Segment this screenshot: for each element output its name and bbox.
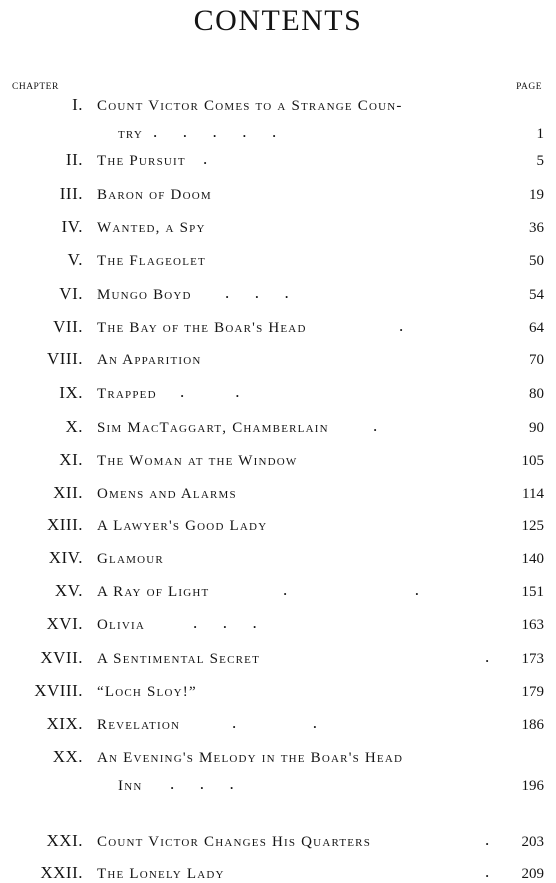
page-number: 5 xyxy=(536,153,544,169)
chapter-title: An Evening's Melody in the Boar's Head xyxy=(97,750,404,766)
page-title: CONTENTS xyxy=(193,4,363,37)
page-number: 54 xyxy=(529,287,544,303)
dot-leader: . . . . . xyxy=(153,122,277,141)
dot-leader: . . xyxy=(232,713,317,732)
chapter-number: III. xyxy=(59,184,83,203)
page-number: 80 xyxy=(529,386,544,402)
page-number: 36 xyxy=(529,220,544,236)
chapter-title: A Ray of Light xyxy=(97,584,210,600)
chapter-title: Sim MacTaggart, Chamberlain xyxy=(97,420,329,436)
page-number: 64 xyxy=(529,320,544,336)
chapter-number: XVII. xyxy=(40,648,83,667)
chapter-title: try xyxy=(118,126,143,142)
page-number: 19 xyxy=(529,187,544,203)
dot-leader: . xyxy=(485,862,490,881)
dot-leader: . xyxy=(203,149,208,168)
chapter-title: Trapped xyxy=(97,386,157,402)
chapter-number: XXII. xyxy=(40,863,83,882)
chapter-number: XV. xyxy=(54,581,83,600)
dot-leader: . . xyxy=(180,382,240,401)
chapter-title: Mungo Boyd xyxy=(97,287,192,303)
page-number: 151 xyxy=(521,584,544,600)
chapter-title: The Flageolet xyxy=(97,253,206,269)
page-number: 163 xyxy=(521,617,544,633)
dot-leader: . . . xyxy=(170,774,234,793)
dot-leader: . xyxy=(373,416,378,435)
chapter-title: An Apparition xyxy=(97,352,202,368)
page-number: 186 xyxy=(521,717,544,733)
page-number: 50 xyxy=(529,253,544,269)
chapter-title: “Loch Sloy!” xyxy=(97,684,197,700)
chapter-title: Count Victor Changes His Quarters xyxy=(97,834,372,850)
chapter-title: A Lawyer's Good Lady xyxy=(97,518,268,534)
chapter-number: V. xyxy=(67,250,83,269)
chapter-number: XX. xyxy=(52,747,83,766)
chapter-number: XXI. xyxy=(46,831,83,850)
page-number: 1 xyxy=(536,126,544,142)
page-column-label: PAGE xyxy=(516,82,542,92)
chapter-title: The Pursuit xyxy=(97,153,186,169)
chapter-title: Olivia xyxy=(97,617,145,633)
chapter-column-label: CHAPTER xyxy=(12,82,59,92)
page-number: 70 xyxy=(529,352,544,368)
page-number: 196 xyxy=(521,778,544,794)
chapter-title: Omens and Alarms xyxy=(97,486,237,502)
page-number: 125 xyxy=(521,518,544,534)
page-number: 90 xyxy=(529,420,544,436)
page-number: 105 xyxy=(521,453,544,469)
chapter-number: XIV. xyxy=(48,548,83,567)
chapter-title: Glamour xyxy=(97,551,164,567)
page-number: 179 xyxy=(521,684,544,700)
chapter-title: Wanted, a Spy xyxy=(97,220,206,236)
chapter-number: XII. xyxy=(53,483,83,502)
chapter-title: Inn xyxy=(118,778,143,794)
chapter-number: XVIII. xyxy=(34,681,83,700)
chapter-title: The Lonely Lady xyxy=(97,866,225,882)
chapter-number: VII. xyxy=(53,317,83,336)
chapter-title: The Woman at the Window xyxy=(97,453,298,469)
page-number: 209 xyxy=(521,866,544,882)
dot-leader: . . . xyxy=(225,283,289,302)
dot-leader: . xyxy=(485,830,490,849)
chapter-title: Revelation xyxy=(97,717,181,733)
chapter-number: I. xyxy=(72,95,83,114)
chapter-number: VIII. xyxy=(46,349,83,368)
chapter-number: XIII. xyxy=(46,515,83,534)
chapter-number: IV. xyxy=(61,217,83,236)
page-number: 173 xyxy=(521,651,544,667)
dot-leader: . xyxy=(485,647,490,666)
chapter-number: II. xyxy=(65,150,83,169)
page-number: 114 xyxy=(522,486,544,502)
chapter-number: XIX. xyxy=(46,714,83,733)
dot-leader: . . . xyxy=(193,613,257,632)
dot-leader: . xyxy=(399,316,404,335)
chapter-title: Baron of Doom xyxy=(97,187,212,203)
chapter-number: IX. xyxy=(59,383,83,402)
chapter-number: X. xyxy=(65,417,83,436)
chapter-number: XVI. xyxy=(46,614,83,633)
chapter-title: The Bay of the Boar's Head xyxy=(97,320,307,336)
dot-leader: . . xyxy=(283,580,419,599)
chapter-number: XI. xyxy=(59,450,83,469)
chapter-title: A Sentimental Secret xyxy=(97,651,261,667)
page-number: 140 xyxy=(521,551,544,567)
page-number: 203 xyxy=(521,834,544,850)
chapter-number: VI. xyxy=(59,284,83,303)
chapter-title: Count Victor Comes to a Strange Coun- xyxy=(97,98,403,114)
